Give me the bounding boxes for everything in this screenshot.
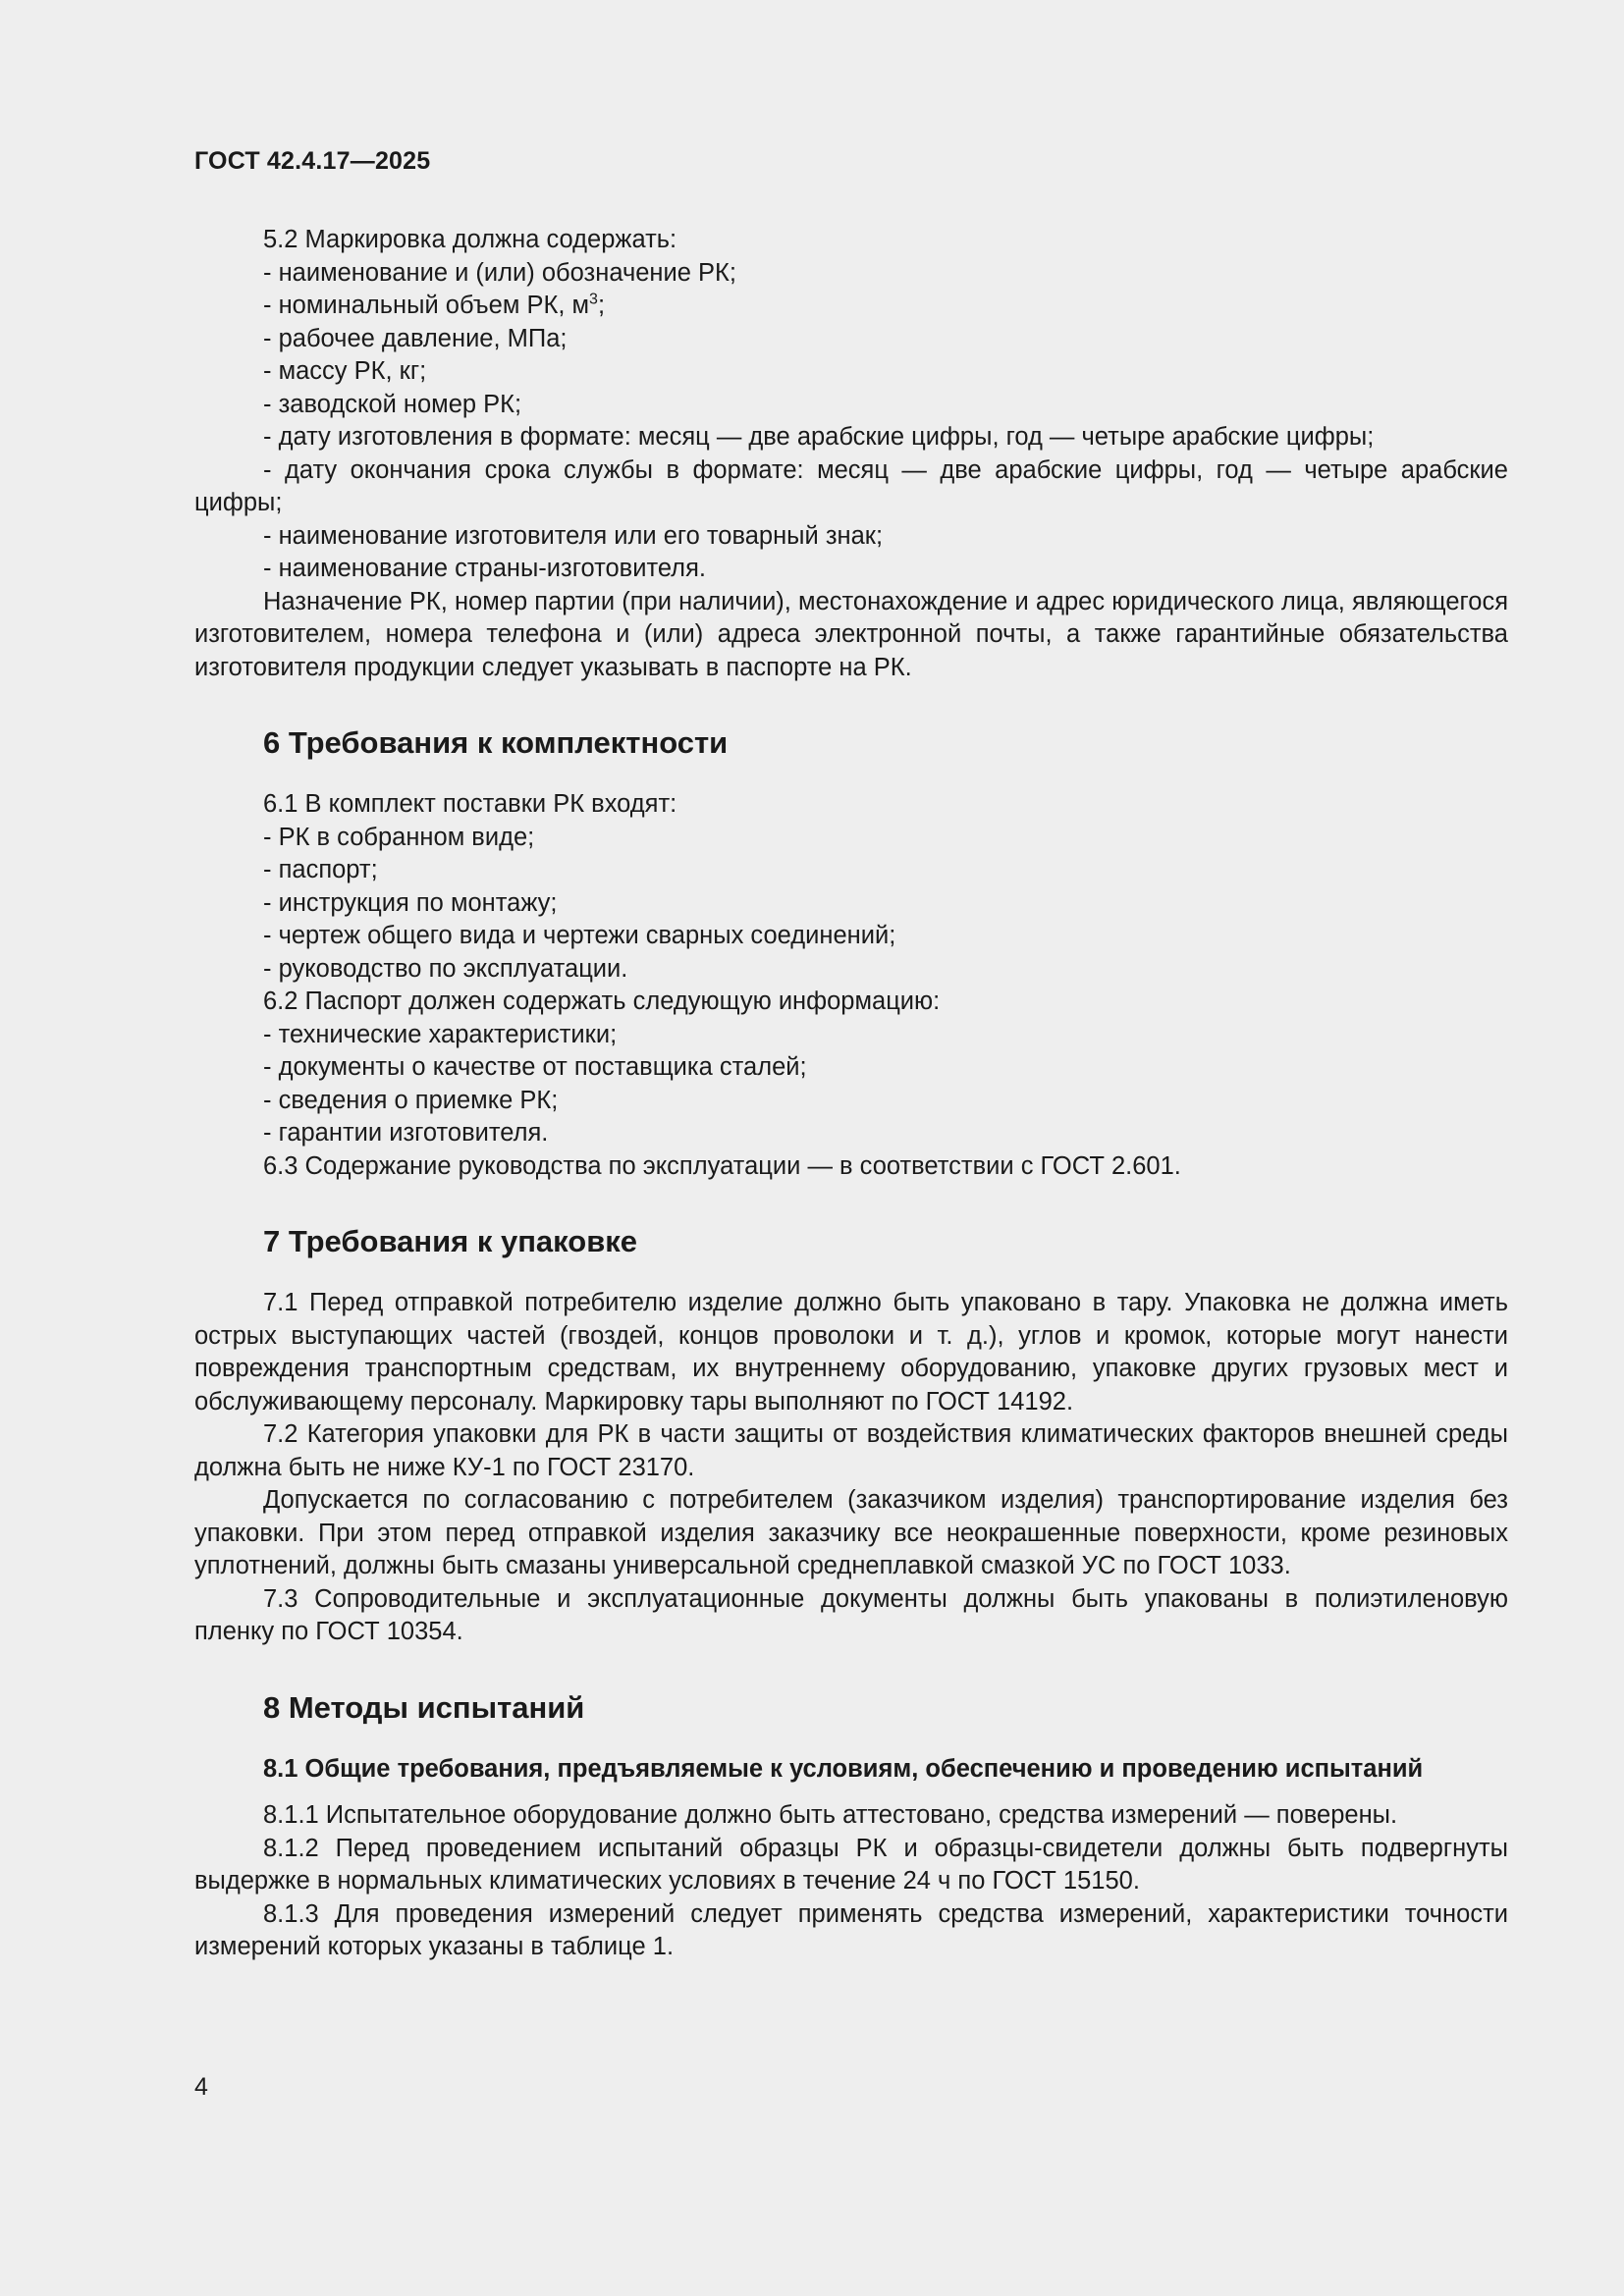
clause-7-3: 7.3 Сопроводительные и эксплуатационные документы должны быть упакованы в полиэтиленовую пленку по ГОСТ 10354. bbox=[194, 1584, 1508, 1645]
section-heading-8: 8 Методы испытаний bbox=[263, 1689, 585, 1725]
paragraph: Допускается по согласованию с потребителем (заказчиком изделия) транспортирование изделия без упаковки. При этом перед отправкой изделия заказчику все неокрашенные поверхности, кроме резиновых уплотнений, должны быть смазаны универсальной среднеплавкой смазкой УС по ГОСТ 1033. bbox=[194, 1486, 1508, 1579]
list-item: - инструкция по монтажу; bbox=[263, 888, 558, 917]
document-code-header: ГОСТ 42.4.17—2025 bbox=[194, 147, 431, 175]
list-item: - технические характеристики; bbox=[263, 1020, 618, 1048]
list-item: - наименование и (или) обозначение РК; bbox=[263, 258, 736, 287]
page-number: 4 bbox=[194, 2073, 208, 2101]
clause-8-1-1: 8.1.1 Испытательное оборудование должно быть аттестовано, средства измерений — поверены. bbox=[263, 1801, 1398, 1829]
list-item: - дату окончания срока службы в формате: месяц — две арабские цифры, год — четыре арабские цифры; bbox=[194, 455, 1508, 516]
subsection-heading-8-1: 8.1 Общие требования, предъявляемые к условиям, обеспечению и проведению испытаний bbox=[263, 1754, 1424, 1783]
list-item: - РК в собранном виде; bbox=[263, 823, 535, 851]
list-item-volume: - номинальный объем РК, $м^3$; bbox=[263, 291, 606, 319]
list-item: - заводской номер РК; bbox=[263, 390, 522, 418]
list-item: - сведения о приемке РК; bbox=[263, 1086, 559, 1114]
clause-6-2: 6.2 Паспорт должен содержать следующую информацию: bbox=[263, 988, 941, 1015]
clause-6-3: 6.3 Содержание руководства по эксплуатации — в соответствии с ГОСТ 2.601. bbox=[263, 1151, 1181, 1180]
list-item: - рабочее давление, МПа; bbox=[263, 324, 568, 352]
clause-5-2: 5.2 Маркировка должна содержать: bbox=[263, 226, 677, 253]
clause-8-1-2: 8.1.2 Перед проведением испытаний образцы РК и образцы-свидетели должны быть подвергнуты выдержке в нормальных климатических условиях в течение 24 ч по ГОСТ 15150. bbox=[194, 1834, 1508, 1895]
superscript: 3 bbox=[589, 291, 598, 308]
list-item: - массу РК, кг; bbox=[263, 357, 427, 385]
section-heading-6: 6 Требования к комплектности bbox=[263, 725, 729, 760]
list-item: - паспорт; bbox=[263, 856, 378, 883]
clause-8-1-3: 8.1.3 Для проведения измерений следует применять средства измерений, характеристики точности измерений которых указаны в таблице 1. bbox=[194, 1899, 1508, 1960]
clause-7-2: 7.2 Категория упаковки для РК в части защиты от воздействия климатических факторов внешней среды должна быть не ниже КУ-1 по ГОСТ 23170. bbox=[194, 1420, 1508, 1481]
list-item: - наименование изготовителя или его товарный знак; bbox=[263, 521, 884, 550]
list-item: - наименование страны-изготовителя. bbox=[263, 555, 706, 582]
paragraph: Назначение РК, номер партии (при наличии), местонахождение и адрес юридического лица, являющегося изготовителем, номера телефона и (или) адреса электронной почты, а также гарантийные обязательства изготовителя продукции следует указывать в паспорте на РК. bbox=[194, 587, 1508, 681]
section-heading-7: 7 Требования к упаковке bbox=[263, 1224, 638, 1258]
clause-6-1: 6.1 В комплект поставки РК входят: bbox=[263, 790, 677, 818]
list-item: - гарантии изготовителя. bbox=[263, 1119, 549, 1147]
list-item: - документы о качестве от поставщика сталей; bbox=[263, 1053, 807, 1081]
clause-7-1: 7.1 Перед отправкой потребителю изделие должно быть упаковано в тару. Упаковка не должна иметь острых выступающих частей (гвоздей, концов проволоки и т. д.), углов и кромок, которые могут нанести повреждения транспортным средствам, их внутреннему оборудованию, упаковке других грузовых мест и обслуживающему персоналу. Маркировку тары выполняют по ГОСТ 14192. bbox=[194, 1289, 1508, 1415]
list-item: - чертеж общего вида и чертежи сварных соединений; bbox=[263, 922, 896, 949]
list-item: - дату изготовления в формате: месяц — две арабские цифры, год — четыре арабские цифры; bbox=[263, 423, 1375, 451]
list-item: - руководство по эксплуатации. bbox=[263, 954, 628, 983]
page-content bbox=[194, 224, 1508, 1964]
